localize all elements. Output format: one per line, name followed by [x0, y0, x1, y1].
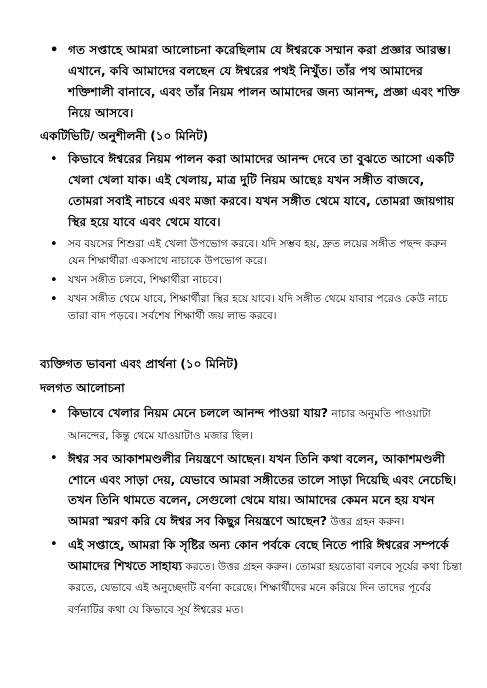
- discussion-bullet-1-bold: কিভাবে খেলার নিয়ম মেনে চললে আনন্দ পাওয়া যায়?: [68, 406, 329, 420]
- intro-bullet: • গত সপ্তাহে আমরা আলোচনা করেছিলাম যে ঈশ্বরকে সম্মান করা প্রজ্ঞার আরম্ভ। এখানে, কবি আমাদের বলছেন যে ঈশ্বরের পথই নিখুঁত। তাঁর পথ আমাদের শক্তিশালী বানাবে, এবং তাঁর নিয়ম পালন আমাদের জন্য আনন্দ, প্রজ্ঞা এবং শক্তি নিয়ে আসবে।: [68, 40, 463, 124]
- discussion-bullet-1-normal: নাচার অনুমতি পাওয়াটা আনন্দের, কিন্তু থেমে যাওয়াটাও মজার ছিল।: [68, 408, 431, 442]
- activity-bullet-bold: কিভাবে ঈশ্বরের নিয়ম পালন করা আমাদের আনন্দ দেবে তা বুঝতে আসো একটি খেলা খেলা যাক। এই খেলায়, মাত্র দুটি নিয়ম আছেঃ যখন সঙ্গীত বাজবে, তোমরা সবাই নাচবে এবং মজা করবে। যখন সঙ্গীত থেমে যাবে, তোমরা জায়গায় স্থির হয়ে যাবে এবং থেমে যাবে।: [68, 152, 455, 229]
- intro-list: [68, 40, 463, 124]
- reflection-heading: ব্যক্তিগত ভাবনা এবং প্রার্থনা (১০ মিনিট): [40, 357, 239, 371]
- discussion-bullet-3-normal: করতে। উত্তর গ্রহন করুন। তোমরা হয়তোবা বলবে সূর্যের কথা চিন্তা করতে, যেভাবে এই অনুচ্ছেদটি বর্ণনা করেছে। শিক্ষার্থীদের মনে করিয়ে দিন তাদের পূর্বের বর্ণনাটির কথা যে কিভাবে সূর্য ঈশ্বরের মত।: [68, 560, 462, 616]
- discussion-bullet-3: [68, 535, 463, 620]
- activity-heading: একটিভিটি/ অনুশীলনী (১০ মিনিট): [40, 129, 209, 143]
- discussion-bullet-2-bold: ঈশ্বর সব আকাশমণ্ডলীর নিয়ন্ত্রণে আছেন। যখন তিনি কথা বলেন, আকাশমণ্ডলী শোনে এবং সাড়া দেয়, যেভাবে আমরা সঙ্গীতের তালে সাড়া দিয়েছি এবং নেচেছি। তখন তিনি থামতে বলেন, সেগুলো থেমে যায়। আমাদের কেমন মনে হয় যখন আমরা স্মরণ করি যে ঈশ্বর সব কিছুর নিয়ন্ত্রণে আছেন?: [68, 452, 457, 528]
- activity-sub-list: [68, 236, 463, 327]
- activity-bullet: [68, 149, 463, 234]
- discussion-bullet-2-normal: উত্তর গ্রহন করুন।: [327, 515, 405, 528]
- discussion-list: [68, 403, 463, 623]
- group-heading: দলগত আলোচনা: [40, 381, 125, 395]
- discussion-bullet-1: [68, 403, 463, 446]
- activity-sub-bullet-1: • সব বয়সের শিশুরা এই খেলা উপভোগ করবে। যদি সম্ভব হয়, দ্রুত লয়ের সঙ্গীত পছন্দ করুন যেন শিক্ষার্থীরা একসাথে নাচাকে উপভোগ করে।: [68, 236, 463, 270]
- discussion-bullet-2: [68, 449, 463, 532]
- activity-sub-bullet-3: • যখন সঙ্গীত থেমে যাবে, শিক্ষার্থীরা স্থির হয়ে যাবে। যদি সঙ্গীত থেমে যাবার পরেও কেউ নাচে তারা বাদ পড়বে। সর্বশেষ শিক্ষার্থী জয় লাভ করবে।: [68, 291, 463, 325]
- discussion-bullet-3-bold: এই সপ্তাহে, আমরা কি সৃষ্টির অন্য কোন পর্বকে বেছে নিতে পারি ঈশ্বরের সম্পর্কে আমাদের শিখতে সাহায্য: [68, 538, 449, 573]
- activity-sub-bullet-2: • যখন সঙ্গীত চলবে, শিক্ষার্থীরা নাচবে।: [68, 272, 463, 289]
- activity-list: [68, 149, 463, 234]
